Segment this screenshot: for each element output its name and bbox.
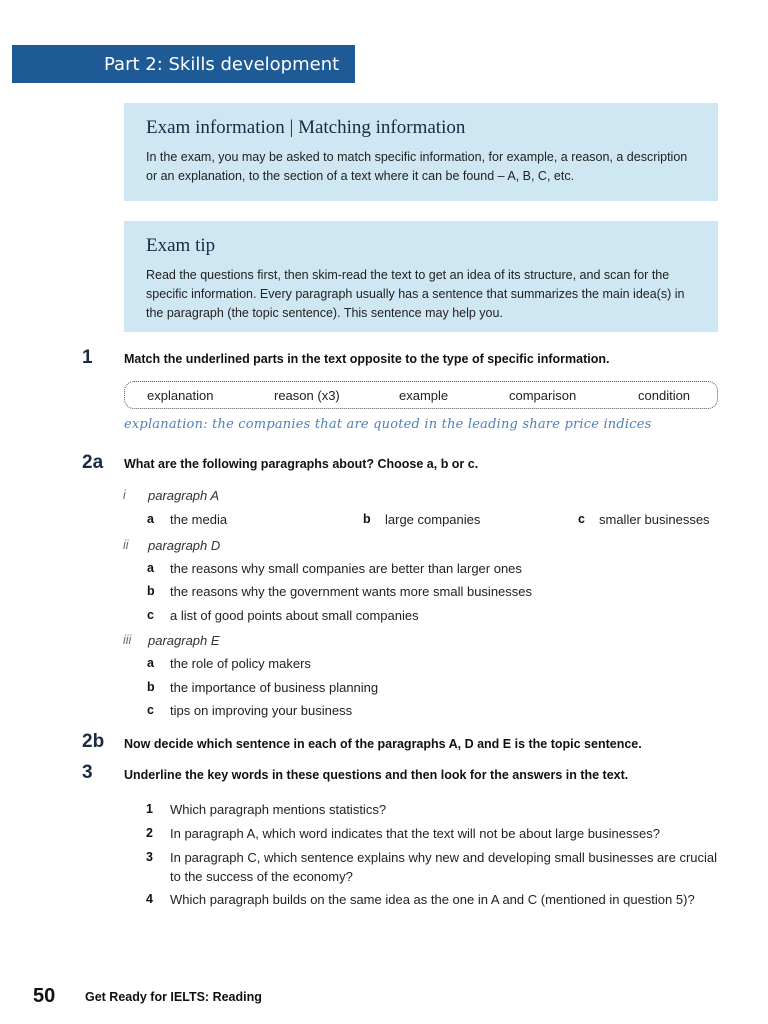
word-box-item: explanation: [147, 388, 214, 403]
word-box-item: reason (x3): [274, 388, 340, 403]
paragraph-label: paragraph D: [148, 538, 221, 553]
option-text: the media: [170, 512, 228, 527]
word-box: [124, 381, 718, 409]
list-item-text: Which paragraph mentions statistics?: [170, 802, 387, 817]
list-item-number: 4: [146, 892, 153, 906]
option-text: the reasons why the government wants more small businesses: [170, 584, 533, 599]
question-2a-instruction: What are the following paragraphs about? Choose a, b or c.: [124, 457, 479, 471]
list-item-number: 2: [146, 826, 153, 840]
word-box-item: comparison: [509, 388, 577, 403]
question-3-number: 3: [82, 762, 93, 783]
item-roman-numeral: ii: [123, 538, 129, 552]
list-item-number: 3: [146, 850, 153, 864]
option-text: the importance of business planning: [170, 680, 379, 695]
question-3-instruction: Underline the key words in these questions and then look for the answers in the text.: [124, 768, 629, 782]
option-text: smaller businesses: [599, 512, 710, 527]
list-item-number: 1: [146, 802, 153, 816]
option-letter: c: [147, 608, 154, 622]
option-text: tips on improving your business: [170, 703, 353, 718]
book-title: Get Ready for IELTS: Reading: [85, 990, 262, 1004]
exam-information-text: In the exam, you may be asked to match specific information, for example, a reason, a description or an explanation, to the section of a text where it can be found – A, B, C, etc.: [146, 150, 688, 183]
option-letter: a: [147, 561, 154, 575]
question-1-number: 1: [82, 347, 93, 368]
item-roman-numeral: iii: [123, 633, 132, 647]
paragraph-label: paragraph E: [148, 633, 220, 648]
option-letter: b: [147, 680, 155, 694]
list-item-text: In paragraph C, which sentence explains why new and developing small businesses are crucial to the success of the economy?: [170, 850, 718, 884]
option-text: a list of good points about small companies: [170, 608, 419, 623]
handwritten-answer: explanation: the companies that are quoted in the leading share price indices: [124, 417, 652, 432]
page-number: 50: [33, 985, 56, 1007]
exam-tip-box: [124, 221, 718, 332]
exam-tip-title: Exam tip: [146, 235, 216, 256]
word-box-item: condition: [638, 388, 691, 403]
option-letter: c: [578, 512, 585, 526]
exam-information-box: [124, 103, 718, 201]
option-letter: b: [147, 584, 155, 598]
question-1-instruction: Match the underlined parts in the text opposite to the type of specific information.: [124, 352, 610, 366]
option-text: the role of policy makers: [170, 656, 311, 671]
list-item-text: In paragraph A, which word indicates that the text will not be about large businesses?: [170, 826, 660, 841]
question-2b-number: 2b: [82, 731, 105, 752]
question-2b-instruction: Now decide which sentence in each of the paragraphs A, D and E is the topic sentence.: [124, 737, 642, 751]
option-text: large companies: [385, 512, 481, 527]
option-letter: a: [147, 512, 154, 526]
word-box-item: example: [399, 388, 449, 403]
exam-tip-text: Read the questions first, then skim-read the text to get an idea of its structure, and scan for the specific information. Every paragraph usually has a sentence that summarizes the main idea(s) in the paragraph (the topic sentence). This sentence may help you.: [146, 268, 685, 320]
option-letter: b: [363, 512, 371, 526]
question-2a-number: 2a: [82, 452, 104, 473]
option-text: the reasons why small companies are better than larger ones: [170, 561, 522, 576]
option-letter: c: [147, 703, 154, 717]
list-item-text: Which paragraph builds on the same idea as the one in A and C (mentioned in question 5)?: [170, 892, 695, 907]
option-letter: a: [147, 656, 154, 670]
exam-information-title: Exam information | Matching information: [146, 117, 466, 138]
section-header: Part 2: Skills development: [12, 45, 355, 83]
item-roman-numeral: i: [123, 488, 126, 502]
paragraph-label: paragraph A: [148, 488, 220, 503]
